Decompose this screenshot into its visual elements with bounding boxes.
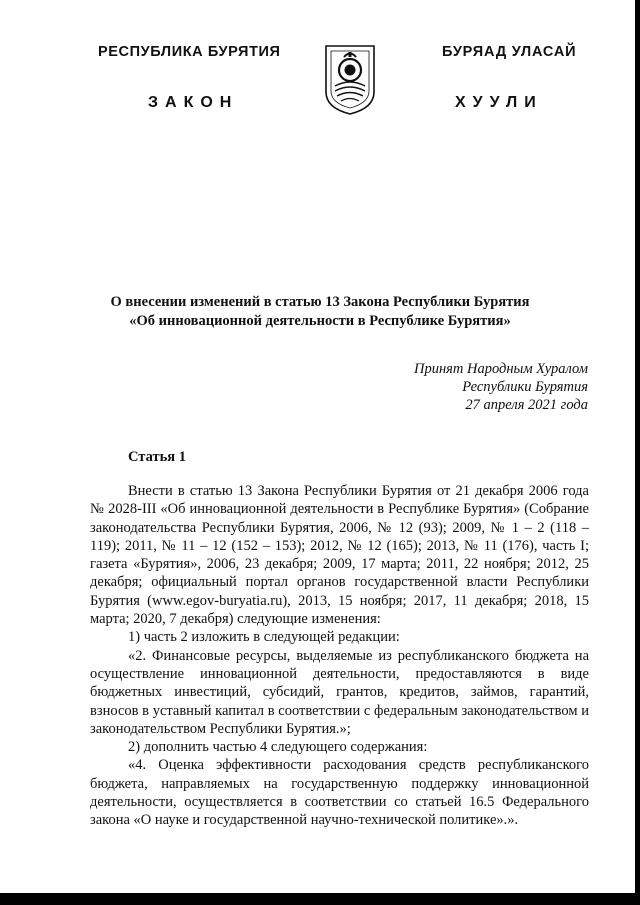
adoption-line: Республики Бурятия (462, 379, 588, 395)
adoption-note (414, 360, 588, 414)
adoption-line: Принят Народным Хуралом (413, 361, 588, 377)
article-body (90, 482, 589, 830)
buryatia-coat-of-arms-icon (322, 40, 378, 116)
adoption-date: 27 апреля 2021 года (465, 397, 588, 413)
article-heading: Статья 1 (128, 449, 186, 465)
paragraph: «4. Оценка эффективности расходования средств республиканского бюджета, направляемых на государственную поддержку инновационной деятельности, осуществляется в соответствии со статьей 16.5 Федерального закона «О науке и государственной научно-технической политике».». (90, 757, 589, 829)
law-title-line: «Об инновационной деятельности в Республике Бурятия» (129, 313, 511, 329)
paragraph: Внести в статью 13 Закона Республики Бурятия от 21 декабря 2006 года № 2028-III «Об инновационной деятельности в Республике Бурятия» (Собрание законодательства Республики Бурятия, 2006, № 12 (93); 2009, № 1 – 2 (118 – 119); 2011, № 11 – 12 (152 – 153); 2012, № 12 (165); 2013, № 11 (176), часть I; газета «Бурятия», 2006, 23 декабря; 2009, 17 марта; 2011, 22 ноября; 2012, 25 декабря; официальный портал органов государственной власти Республики Бурятия (www.egov-buryatia.ru), 2013, 15 ноября; 2017, 11 декабря; 2018, 15 марта; 2020, 7 декабря) следующие изменения: (90, 483, 589, 628)
law-title-line: О внесении изменений в статью 13 Закона Республики Бурятия (110, 294, 530, 310)
header-law-ru: ЗАКОН (148, 94, 239, 111)
law-title (70, 293, 570, 331)
paragraph: «2. Финансовые ресурсы, выделяемые из республиканского бюджета на осуществление инновационной деятельности, предоставляются в виде бюджетных инвестиций, субсидий, грантов, кредитов, займов, гарантий, взносов в уставный капитал в соответствии с федеральным законодательством и законодательством Республики Бурятия.»; (90, 647, 589, 737)
paragraph: 1) часть 2 изложить в следующей редакции: (128, 629, 400, 646)
header-republic-ru: РЕСПУБЛИКА БУРЯТИЯ (98, 44, 281, 60)
scan-edge-right (635, 0, 640, 905)
header-republic-bua: БУРЯАД УЛАСАЙ (442, 44, 577, 60)
scan-edge-bottom (0, 893, 640, 905)
paragraph: 2) дополнить частью 4 следующего содержания: (128, 739, 428, 756)
header-law-bua: ХУУЛИ (455, 94, 543, 111)
